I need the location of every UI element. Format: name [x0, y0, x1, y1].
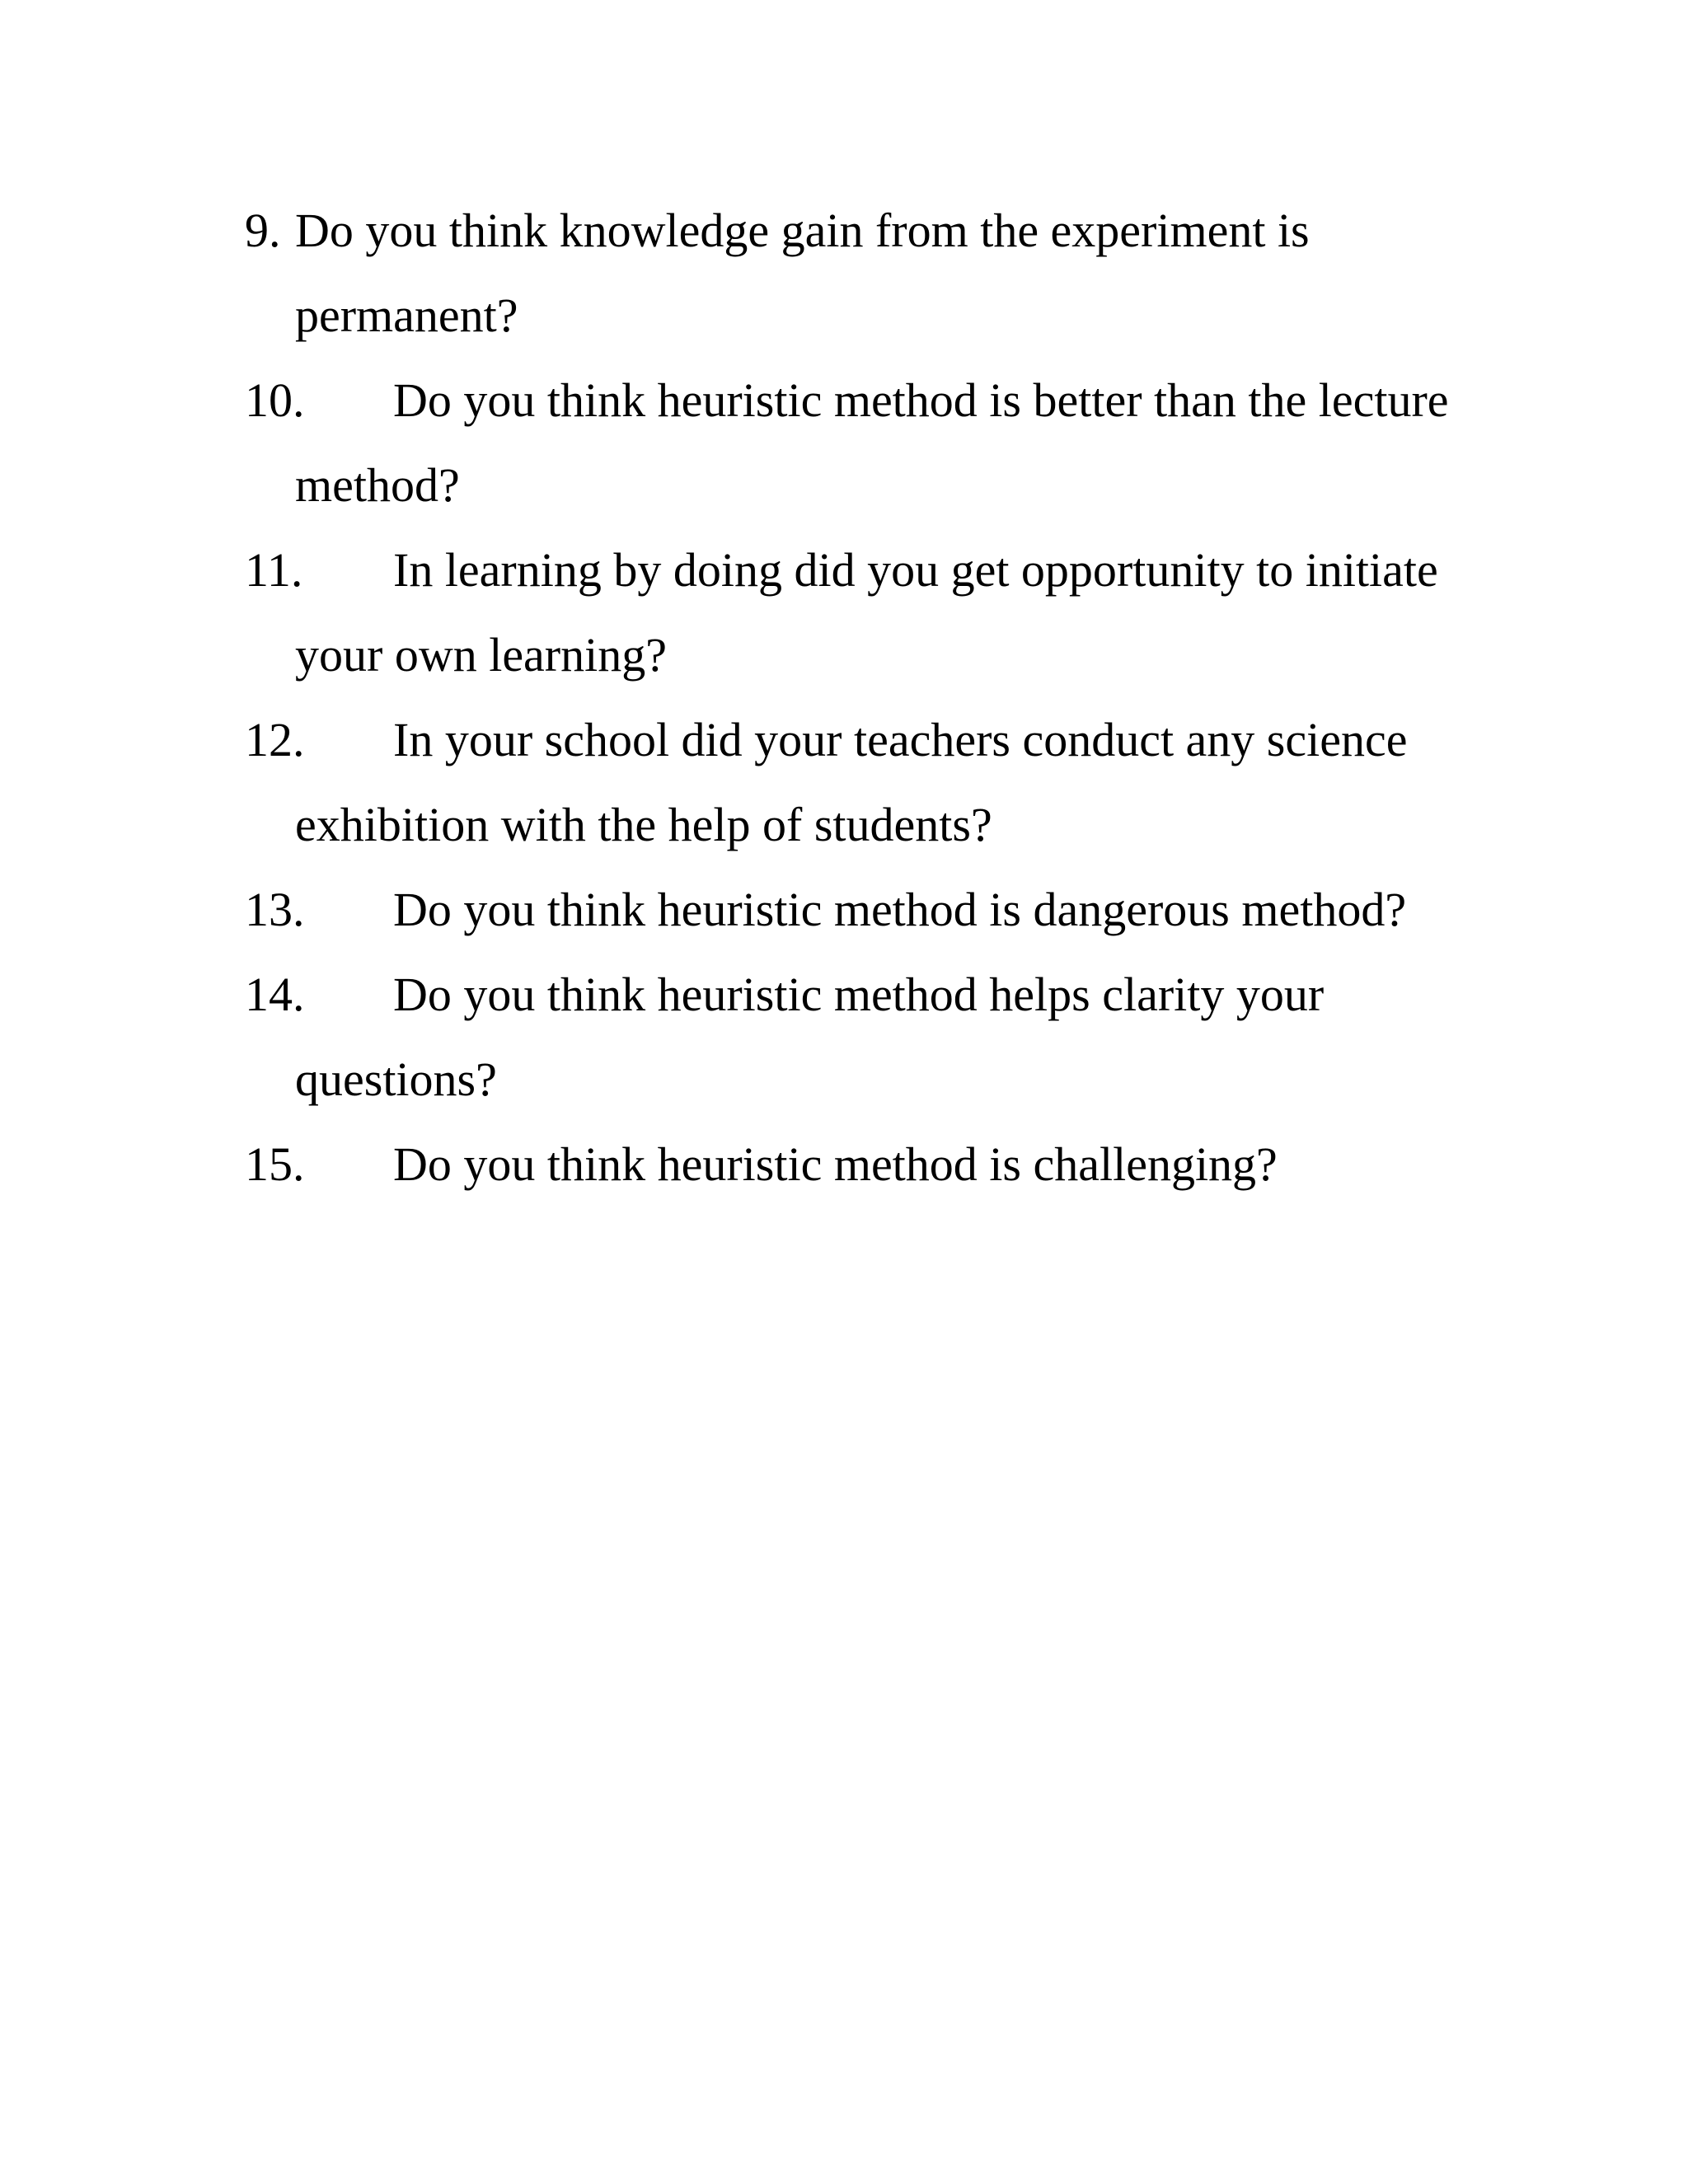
question-list [245, 188, 1531, 1207]
question-item-10 [245, 358, 1531, 527]
question-number: 12. [245, 713, 305, 766]
question-number: 9. [245, 204, 281, 257]
question-text: In your school did your teachers conduct any science exhibition with the help of students? [295, 713, 1408, 851]
question-text: In learning by doing did you get opportunity to initiate your own learning? [295, 543, 1438, 682]
question-number: 15. [245, 1137, 305, 1191]
question-item-9 [245, 188, 1531, 358]
question-item-12 [245, 697, 1531, 867]
question-number: 11. [245, 543, 303, 597]
question-text: Do you think knowledge gain from the experiment is permanent? [295, 204, 1310, 342]
question-item-11 [245, 527, 1531, 697]
question-text: Do you think heuristic method is challenging? [393, 1137, 1278, 1191]
question-item-15 [245, 1122, 1531, 1207]
question-number: 14. [245, 968, 305, 1021]
question-number: 13. [245, 883, 305, 936]
question-item-14 [245, 952, 1531, 1122]
question-text: Do you think heuristic method helps clarity your questions? [295, 968, 1325, 1106]
question-number: 10. [245, 373, 305, 427]
question-text: Do you think heuristic method is dangerous method? [393, 883, 1407, 936]
question-text: Do you think heuristic method is better than the lecture method? [295, 373, 1449, 512]
question-item-13 [245, 867, 1531, 952]
